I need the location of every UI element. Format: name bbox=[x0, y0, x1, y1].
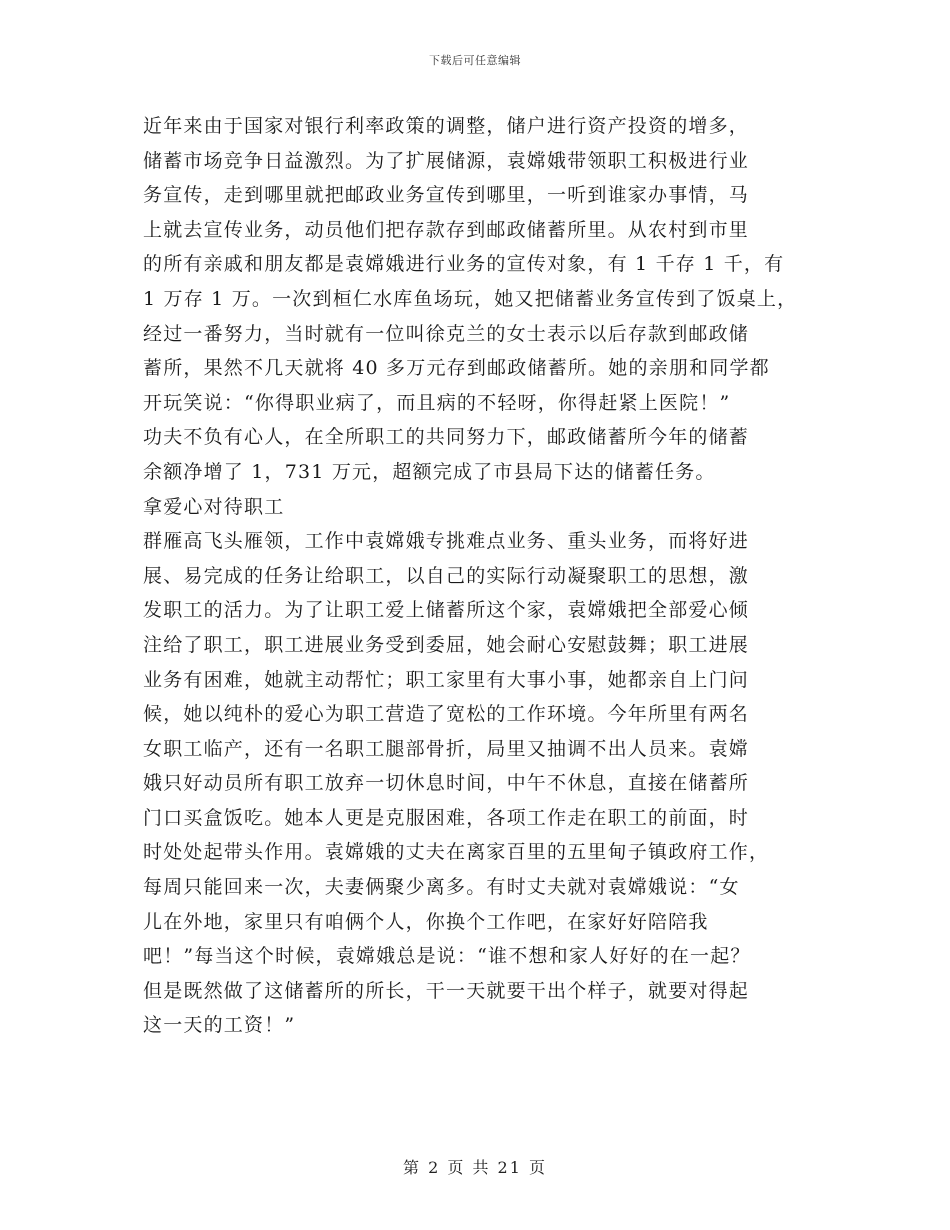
text-line: 的所有亲戚和朋友都是袁嫦娥进行业务的宣传对象，有 1 千存 1 千，有 bbox=[143, 253, 785, 276]
text-line: 业务有困难，她就主动帮忙；职工家里有大事小事，她都亲自上门问 bbox=[143, 668, 750, 691]
text-line: 开玩笑说：“你得职业病了，而且病的不轻呀，你得赶紧上医院！” bbox=[143, 391, 731, 414]
text-line: 1 万存 1 万。一次到桓仁水库鱼场玩，她又把储蓄业务宣传到了饭桌上， bbox=[143, 287, 798, 310]
text-line: 发职工的活力。为了让职工爱上储蓄所这个家，袁嫦娥把全部爱心倾 bbox=[143, 599, 750, 622]
document-body bbox=[143, 109, 833, 1043]
text-line: 上就去宣传业务，动员他们把存款存到邮政储蓄所里。从农村到市里 bbox=[143, 218, 750, 241]
text-line: 注给了职工，职工进展业务受到委屈，她会耐心安慰鼓舞；职工进展 bbox=[143, 633, 750, 656]
text-line: 这一天的工资！” bbox=[143, 1014, 296, 1037]
text-line: 务宣传，走到哪里就把邮政业务宣传到哪里，一听到谁家办事情，马 bbox=[143, 184, 750, 207]
text-line: 展、易完成的任务让给职工，以自己的实际行动凝聚职工的思想，激 bbox=[143, 564, 750, 587]
text-line: 候，她以纯朴的爱心为职工营造了宽松的工作环境。今年所里有两名 bbox=[143, 703, 750, 726]
text-line: 时处处起带头作用。袁嫦娥的丈夫在离家百里的五里甸子镇政府工作， bbox=[143, 841, 770, 864]
section-heading: 拿爱心对待职工 bbox=[143, 495, 285, 518]
text-line: 蓄所，果然不几天就将 40 多万元存到邮政储蓄所。她的亲朋和同学都 bbox=[143, 357, 770, 380]
text-line: 功夫不负有心人，在全所职工的共同努力下，邮政储蓄所今年的储蓄 bbox=[143, 426, 750, 449]
text-line: 储蓄市场竞争日益激烈。为了扩展储源，袁嫦娥带领职工积极进行业 bbox=[143, 149, 750, 172]
text-line: 但是既然做了这储蓄所的所长，干一天就要干出个样子，就要对得起 bbox=[143, 979, 750, 1002]
text-line: 近年来由于国家对银行利率政策的调整，储户进行资产投资的增多， bbox=[143, 115, 750, 137]
text-line: 每周只能回来一次，夫妻俩聚少离多。有时丈夫就对袁嫦娥说：“女 bbox=[143, 876, 740, 899]
page-footer: 第 2 页 共 21 页 bbox=[403, 1158, 547, 1177]
text-line: 门口买盒饭吃。她本人更是克服困难，各项工作走在职工的前面，时 bbox=[143, 806, 750, 829]
text-line: 儿在外地，家里只有咱俩个人，你换个工作吧，在家好好陪陪我 bbox=[143, 910, 709, 933]
text-line: 经过一番努力，当时就有一位叫徐克兰的女士表示以后存款到邮政储 bbox=[143, 322, 750, 345]
text-line: 余额净增了 1，731 万元，超额完成了市县局下达的储蓄任务。 bbox=[143, 460, 716, 483]
text-line: 吧！”每当这个时候，袁嫦娥总是说：“谁不想和家人好好的在一起？ bbox=[143, 945, 751, 968]
page-header: 下载后可任意编辑 bbox=[429, 54, 521, 67]
text-line: 女职工临产，还有一名职工腿部骨折，局里又抽调不出人员来。袁嫦 bbox=[143, 737, 750, 760]
text-line: 群雁高飞头雁领，工作中袁嫦娥专挑难点业务、重头业务，而将好进 bbox=[143, 530, 750, 553]
text-line: 娥只好动员所有职工放弃一切休息时间，中午不休息，直接在储蓄所 bbox=[143, 772, 750, 795]
